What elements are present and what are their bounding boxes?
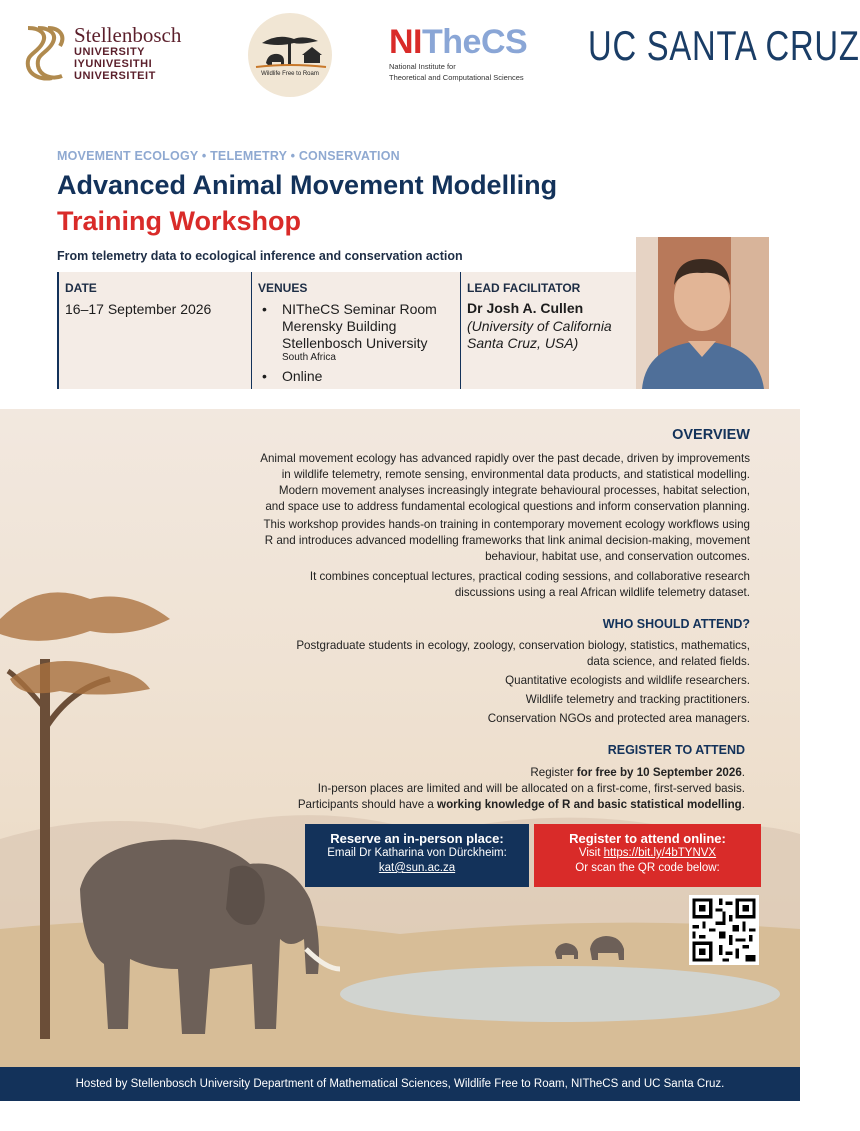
register-line-3 [298, 797, 745, 813]
venue-item [258, 301, 437, 364]
text-line: It combines conceptual lectures, practical coding sessions, and collaborative research [309, 570, 750, 583]
register-line-2: In-person places are limited and will be allocated on a first-come, first-served basis. [317, 782, 745, 795]
text-line: Postgraduate students in ecology, zoology, conservation biology, statistics, mathematics, [296, 639, 750, 652]
facilitator-affiliation [467, 318, 612, 352]
facilitator-label: LEAD FACILITATOR [467, 281, 581, 295]
stellenbosch-sub-line: IYUNIVESITHI [74, 58, 153, 70]
text-line: R and introduces advanced modelling frameworks that link animal decision-making, movement [264, 534, 750, 547]
event-info-band [57, 272, 637, 389]
text-line: behaviour, habitat use, and conservation outcomes. [485, 550, 750, 563]
overview-paragraph-3 [310, 569, 750, 601]
stellenbosch-name: Stellenbosch [74, 23, 182, 47]
online-registration-box [534, 824, 761, 887]
date-label: DATE [65, 281, 97, 295]
nithecs-logo [389, 24, 527, 82]
stellenbosch-logo-text [74, 24, 181, 82]
page-title: Advanced Animal Movement Modelling [57, 170, 558, 200]
facilitator-column [460, 272, 638, 389]
overview-paragraph-2 [263, 517, 750, 565]
nithecs-wordmark [389, 24, 527, 60]
nithecs-ni: NI [389, 23, 422, 61]
register-text: Participants should have a [297, 798, 438, 811]
audience-item [296, 638, 750, 670]
nithecs-sub-line: Theoretical and Computational Sciences [389, 73, 524, 82]
venue-line: • NITheCS Seminar Room [282, 301, 437, 317]
venues-label: VENUES [258, 281, 308, 295]
who-should-attend-heading: WHO SHOULD ATTEND? [602, 617, 750, 631]
qr-instruction: Or scan the QR code below: [575, 862, 720, 874]
online-heading: Register to attend online: [569, 831, 726, 846]
date-value: 16–17 September 2026 [65, 301, 212, 317]
page-title-secondary: Training Workshop [57, 206, 302, 236]
venue-line: Merensky Building [282, 318, 397, 334]
online-link-line [534, 846, 761, 861]
in-person-heading: Reserve an in-person place: [330, 831, 504, 846]
register-line-1 [530, 765, 745, 781]
qr-code[interactable] [689, 895, 759, 965]
overview-paragraph-1 [260, 451, 750, 515]
stellenbosch-crest-icon [22, 24, 66, 82]
in-person-registration-box [305, 824, 529, 887]
ucsc-logo: UC SANTA CRUZ [588, 22, 860, 69]
in-person-instruction: Email Dr Katharina von Dürckheim: [327, 847, 507, 859]
venue-item-online: • Online [258, 368, 437, 385]
facilitator-name: Dr Josh A. Cullen [467, 300, 584, 316]
text-line: Modern movement analyses increasingly integrate behavioural processes, habitat selection, [278, 484, 750, 497]
venue-country: South Africa [282, 352, 336, 363]
register-text: Register [530, 766, 577, 779]
stellenbosch-sub-line: UNIVERSITEIT [74, 70, 156, 82]
facilitator-photo [636, 237, 769, 389]
date-column [59, 272, 251, 389]
registration-link[interactable]: https://bit.ly/4bTYNVX [603, 847, 717, 859]
wildlife-free-to-roam-logo [248, 13, 332, 97]
contact-email-link[interactable]: kat@sun.ac.za [378, 862, 456, 874]
stellenbosch-sub-line: UNIVERSITY [74, 46, 146, 58]
text-line: in wildlife telemetry, remote sensing, environmental data products, and statistical modelling. [281, 468, 750, 481]
page-subtitle: From telemetry data to ecological inference and conservation action [57, 249, 463, 263]
register-requirement: working knowledge of R and basic statistical modelling [437, 798, 742, 811]
overview-heading: OVERVIEW [672, 427, 750, 443]
register-deadline: for free by 10 September 2026 [576, 766, 742, 779]
audience-item: Wildlife telemetry and tracking practitioners. [525, 693, 750, 706]
text-line: discussions using a real African wildlife telemetry dataset. [454, 586, 750, 599]
text-line: Animal movement ecology has advanced rapidly over the past decade, driven by improvements [260, 452, 750, 465]
affiliation-line: (University of California [467, 318, 612, 334]
register-heading: REGISTER TO ATTEND [607, 743, 745, 757]
acacia-elephant-icon [248, 13, 332, 97]
visit-text: Visit [578, 847, 604, 859]
logo-bar [0, 0, 860, 110]
audience-item: Conservation NGOs and protected area managers. [487, 712, 750, 725]
nithecs-sub-line: National Institute for [389, 62, 456, 71]
footer-hosts: Hosted by Stellenbosch University Department of Mathematical Sciences, Wildlife Free to Roam, NITheCS and UC Santa Cruz. [0, 1067, 800, 1101]
venue-list [258, 301, 437, 385]
wfr-label: Wildlife Free to Roam [261, 71, 319, 77]
text-line: data science, and related fields. [586, 655, 750, 668]
text-line: and space use to address fundamental ecological questions and inform conservation planning. [265, 500, 750, 513]
register-text: . [741, 766, 745, 779]
topic-tags: MOVEMENT ECOLOGY • TELEMETRY • CONSERVATION [57, 149, 400, 163]
audience-item: Quantitative ecologists and wildlife researchers. [505, 674, 750, 687]
venue-line: Stellenbosch University [282, 335, 428, 351]
venues-column [251, 272, 460, 389]
text-line: This workshop provides hands-on training in contemporary movement ecology workflows using [263, 518, 750, 531]
register-text: . [741, 798, 745, 811]
affiliation-line: Santa Cruz, USA) [467, 335, 579, 351]
nithecs-thecs: TheCS [422, 23, 528, 61]
